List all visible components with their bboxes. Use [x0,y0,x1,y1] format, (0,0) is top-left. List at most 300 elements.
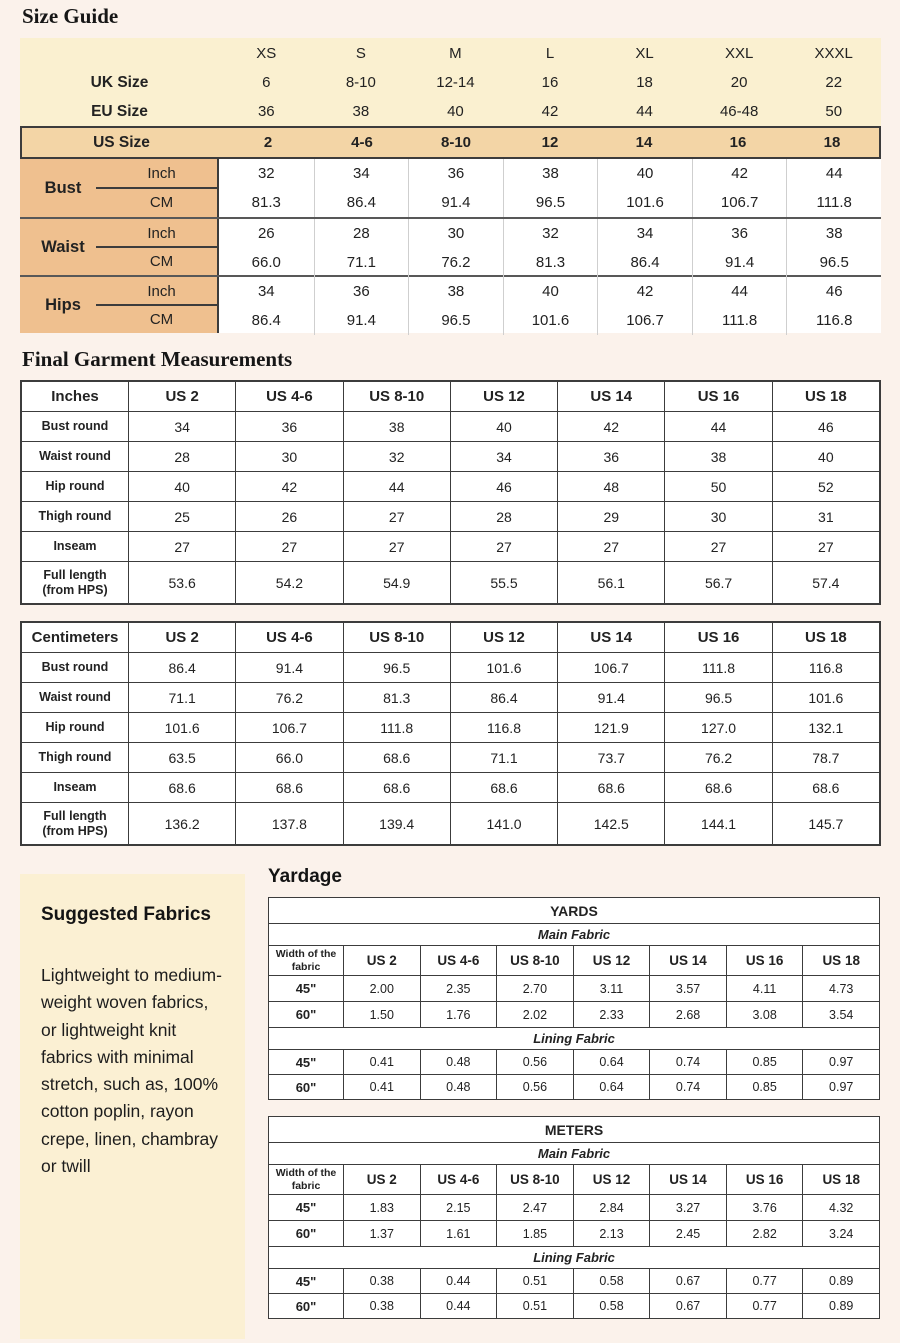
size-labels-cells [219,38,881,68]
column-header: US 14 [557,623,664,652]
eu-size-cell: 38 [352,103,370,120]
table-cell: 1.50 [343,1002,420,1027]
cm-value-cell: 116.8 [815,312,853,329]
inch-value-cell: 32 [257,165,275,182]
measurement-column [503,219,598,277]
meters-table [268,1116,880,1319]
table-cell: 1.37 [343,1221,420,1246]
table-row [22,561,879,603]
row-label: Bust round [41,419,109,433]
table-cell: 68.6 [128,773,235,802]
table-row [269,1001,879,1027]
table-cell: 0.41 [343,1050,420,1074]
table-cell: 25 [128,502,235,531]
measurement-column [786,219,881,277]
column-header: US 16 [726,1165,803,1194]
measurement-group-row [20,275,881,333]
cm-value-cell: 111.8 [721,312,758,329]
size-label-cell: XXXL [814,44,853,62]
measurement-column [503,277,598,335]
inch-value-cell: 26 [257,225,275,242]
row-label: Bust round [41,660,109,674]
us-size-cell: 16 [729,134,747,151]
table-cell: 66.0 [235,743,342,772]
group-label-block [20,219,219,275]
measurement-column [692,219,787,277]
table-cell: 73.7 [557,743,664,772]
table-cell: 106.7 [557,653,664,682]
row-label: Inseam [53,780,97,794]
table-row [22,531,879,561]
cm-value-cell: 81.3 [251,194,281,211]
table-header-row [269,1164,879,1194]
measurement-column [219,159,314,217]
table-cell: 36 [235,412,342,441]
lining-fabric-subtitle: Lining Fabric [269,1027,879,1049]
table-cell: 0.58 [573,1269,650,1293]
table-cell: 0.64 [573,1075,650,1099]
size-labels-row [20,38,881,68]
table-header-row [22,623,879,652]
eu-size-cell: 36 [257,103,275,120]
table-cell: 50 [664,472,771,501]
row-label: Waist round [39,690,111,704]
table-cell: 96.5 [664,683,771,712]
table-cell: 78.7 [772,743,879,772]
table-cell: 116.8 [450,713,557,742]
table-row [269,1195,879,1220]
lining-fabric-rows [269,1049,879,1099]
measurement-column [597,159,692,217]
table-row [22,742,879,772]
table-body [22,411,879,603]
table-cell: 91.4 [235,653,342,682]
table-row [22,652,879,682]
table-cell: 68.6 [557,773,664,802]
column-header: US 18 [802,946,879,975]
cm-value-cell: 91.4 [725,254,755,271]
table-cell: 0.89 [802,1269,879,1293]
table-cell: 0.38 [343,1294,420,1318]
fabric-width-header: Width of the fabric [275,947,337,973]
measurement-column [314,219,409,277]
final-garment-title: Final Garment Measurements [22,347,293,371]
table-cell: 3.27 [649,1195,726,1220]
yards-table-title: YARDS [550,902,598,919]
column-header: US 12 [450,382,557,411]
table-cell: 132.1 [772,713,879,742]
row-label: Thigh round [38,509,112,523]
table-cell: 0.44 [420,1269,497,1293]
table-cell: 27 [557,532,664,561]
measurement-group-row [20,159,881,217]
table-cell: 81.3 [343,683,450,712]
column-header: US 2 [343,1165,420,1194]
table-cell: 63.5 [128,743,235,772]
bottom-section [0,866,900,1339]
cm-value-cell: 86.4 [251,312,281,329]
table-cell: 42 [235,472,342,501]
table-cell: 68.6 [235,773,342,802]
table-cell: 0.74 [649,1075,726,1099]
table-row [22,501,879,531]
table-cell: 96.5 [343,653,450,682]
eu-size-cell: 46-48 [719,103,759,120]
us-size-cell: 12 [541,134,559,151]
suggested-fabrics-title: Suggested Fabrics [41,904,211,925]
column-header: US 2 [128,623,235,652]
row-label: 60" [295,1298,317,1314]
table-row [22,411,879,441]
unit-label: Inch [147,165,176,182]
table-cell: 101.6 [128,713,235,742]
measurement-values [219,219,881,275]
us-size-cell: 14 [635,134,653,151]
table-cell: 40 [128,472,235,501]
table-cell: 0.97 [802,1050,879,1074]
table-cell: 121.9 [557,713,664,742]
us-size-cells [221,128,879,157]
row-label: US Size [93,133,150,151]
table-cell: 2.35 [420,976,497,1001]
uk-size-cell: 12-14 [436,74,475,91]
cm-value-cell: 91.4 [346,312,376,329]
table-cell: 2.00 [343,976,420,1001]
table-cell: 0.64 [573,1050,650,1074]
size-guide-title: Size Guide [22,4,119,28]
table-cell: 28 [450,502,557,531]
row-label: Inseam [53,539,97,553]
uk-size-cell: 8-10 [345,74,376,91]
table-cell: 29 [557,502,664,531]
row-label: Hip round [45,720,105,734]
table-cell: 31 [772,502,879,531]
table-cell: 0.77 [726,1269,803,1293]
column-header: US 18 [772,623,879,652]
table-cell: 56.1 [557,562,664,603]
inch-value-cell: 44 [825,165,843,182]
table-cell: 3.54 [802,1002,879,1027]
group-label: Waist [41,237,85,256]
table-cell: 101.6 [450,653,557,682]
inch-value-cell: 38 [447,283,465,300]
column-header: US 4-6 [420,1165,497,1194]
cm-value-cell: 106.7 [720,194,759,211]
table-cell: 1.61 [420,1221,497,1246]
measurement-column [314,277,409,335]
yards-table [268,897,880,1100]
table-row [269,1074,879,1099]
inch-value-cell: 32 [542,225,559,242]
table-cell: 27 [450,532,557,561]
cm-value-cell: 76.2 [441,254,471,271]
unit-header: Centimeters [31,629,119,646]
measurement-column [786,277,881,335]
table-cell: 46 [450,472,557,501]
table-cell: 30 [235,442,342,471]
table-cell: 40 [450,412,557,441]
table-cell: 144.1 [664,803,771,844]
group-label-block [20,277,219,333]
table-cell: 0.74 [649,1050,726,1074]
measurement-values [219,277,881,333]
measurement-column [503,159,598,217]
table-cell: 111.8 [664,653,771,682]
suggested-fabrics-text: Lightweight to medium-weight woven fabrics, or lightweight knit fabrics with minimal stretch, such as, 100% cotton poplin, rayon crepe, linen, chambray or twill [41,965,222,1177]
table-cell: 0.48 [420,1050,497,1074]
table-cell: 2.33 [573,1002,650,1027]
measurement-group-row [20,217,881,275]
table-cell: 68.6 [772,773,879,802]
table-cell: 68.6 [664,773,771,802]
uk-size-cell: 18 [636,74,653,91]
main-fabric-rows [269,1194,879,1246]
measurement-column [314,159,409,217]
table-cell: 76.2 [235,683,342,712]
table-cell: 106.7 [235,713,342,742]
body-measurements [20,159,881,333]
row-label: Thigh round [38,750,112,764]
table-cell: 2.84 [573,1195,650,1220]
yardage-section [268,866,880,1339]
table-cell: 2.47 [496,1195,573,1220]
table-cell: 54.9 [343,562,450,603]
us-size-cell: 2 [263,134,273,151]
unit-label: CM [149,310,174,328]
table-cell: 2.82 [726,1221,803,1246]
cm-value-cell: 91.4 [441,194,471,211]
inch-value-cell: 36 [731,225,748,242]
table-cell: 0.85 [726,1075,803,1099]
row-label: Full length (from HPS) [42,808,108,838]
table-cell: 3.57 [649,976,726,1001]
unit-label: Inch [147,282,176,300]
measurement-column [786,159,881,217]
table-cell: 139.4 [343,803,450,844]
table-cell: 27 [343,532,450,561]
column-header: US 8-10 [343,382,450,411]
table-cell: 86.4 [450,683,557,712]
table-cell: 2.02 [496,1002,573,1027]
inch-value-cell: 36 [447,165,465,182]
row-label: UK Size [90,73,149,91]
table-cell: 86.4 [128,653,235,682]
table-cell: 0.67 [649,1294,726,1318]
table-cell: 2.68 [649,1002,726,1027]
us-size-cell: 4-6 [351,134,373,151]
garment-inches-table [20,380,881,605]
table-cell: 27 [664,532,771,561]
column-header: US 18 [802,1165,879,1194]
lining-fabric-rows [269,1268,879,1318]
table-cell: 68.6 [343,743,450,772]
measurement-column [597,277,692,335]
table-cell: 0.85 [726,1050,803,1074]
cm-value-cell: 101.6 [626,194,664,211]
table-cell: 36 [557,442,664,471]
table-cell: 116.8 [772,653,879,682]
table-cell: 0.58 [573,1294,650,1318]
table-row [22,772,879,802]
column-header: US 14 [649,946,726,975]
unit-label: Inch [147,224,176,242]
table-cell: 0.51 [496,1294,573,1318]
column-header: US 12 [573,1165,650,1194]
empty-corner-cell [20,38,219,68]
uk-size-cell: 16 [541,74,559,91]
cm-value-cell: 96.5 [535,194,566,211]
group-label: Hips [45,295,81,314]
table-cell: 1.83 [343,1195,420,1220]
column-header: US 8-10 [496,946,573,975]
cm-value-cell: 106.7 [626,312,664,329]
unit-divider-line [96,187,217,189]
inch-value-cell: 34 [353,165,370,182]
table-cell: 0.67 [649,1269,726,1293]
uk-size-cells [219,68,881,97]
table-cell: 0.51 [496,1269,573,1293]
table-header-row [269,945,879,975]
table-row [269,1269,879,1293]
table-cell: 0.44 [420,1294,497,1318]
table-cell: 32 [343,442,450,471]
table-cell: 34 [450,442,557,471]
eu-size-cell: 42 [541,103,559,120]
lining-fabric-subtitle: Lining Fabric [269,1246,879,1268]
column-header: US 8-10 [343,623,450,652]
size-label-cell: L [545,44,555,62]
unit-divider-line [96,246,217,248]
row-label: 60" [295,1079,317,1095]
row-label: 45" [295,981,317,996]
size-conversion-header [20,38,881,126]
column-header: US 14 [557,382,664,411]
column-header: US 4-6 [235,382,342,411]
table-cell: 0.48 [420,1075,497,1099]
meters-table-title: METERS [544,1121,604,1138]
cm-value-cell: 81.3 [535,254,566,271]
cm-value-cell: 101.6 [531,312,570,329]
eu-size-cell: 50 [825,103,843,120]
cm-value-cell: 96.5 [441,312,471,329]
table-cell: 111.8 [343,713,450,742]
measurement-column [408,219,503,277]
row-label: Hip round [45,479,105,493]
uk-size-cell: 22 [825,74,843,91]
cm-value-cell: 66.0 [251,254,281,271]
table-cell: 52 [772,472,879,501]
table-cell: 0.56 [496,1050,573,1074]
column-header: US 4-6 [420,946,497,975]
table-cell: 0.38 [343,1269,420,1293]
table-cell: 76.2 [664,743,771,772]
measurement-column [692,277,787,335]
inch-value-cell: 38 [542,165,559,182]
table-row [269,1220,879,1246]
inch-value-cell: 44 [731,283,748,300]
table-cell: 1.85 [496,1221,573,1246]
eu-size-cells [219,97,881,126]
size-label-cell: M [449,44,462,62]
measurement-column [219,219,314,277]
column-header: US 4-6 [235,623,342,652]
table-cell: 57.4 [772,562,879,603]
size-label-cell: XXL [724,44,754,62]
table-body [22,652,879,844]
column-header: US 2 [128,382,235,411]
table-cell: 44 [664,412,771,441]
table-cell: 56.7 [664,562,771,603]
table-header-row [22,382,879,411]
measurement-column [219,277,314,335]
unit-label: CM [149,194,174,211]
cm-value-cell: 86.4 [630,254,660,271]
column-header: US 16 [664,623,771,652]
uk-size-cell: 20 [730,74,748,91]
row-label: Waist round [39,449,111,463]
table-cell: 27 [235,532,342,561]
main-fabric-subtitle: Main Fabric [269,1142,879,1164]
inch-value-cell: 36 [353,283,370,300]
size-guide-table [20,38,881,333]
unit-label: CM [149,252,174,270]
table-cell: 27 [343,502,450,531]
cm-value-cell: 111.8 [816,194,852,211]
table-cell: 137.8 [235,803,342,844]
table-cell: 136.2 [128,803,235,844]
cm-value-cell: 86.4 [346,194,376,211]
table-cell: 4.32 [802,1195,879,1220]
garment-centimeters-table [20,621,881,846]
table-row [269,976,879,1001]
eu-size-cell: 44 [636,103,653,120]
table-cell: 38 [664,442,771,471]
inch-value-cell: 28 [353,225,370,242]
inch-value-cell: 42 [731,165,748,182]
inch-value-cell: 40 [636,165,654,182]
table-cell: 3.24 [802,1221,879,1246]
table-cell: 55.5 [450,562,557,603]
us-size-cell: 18 [823,134,841,151]
table-cell: 68.6 [343,773,450,802]
column-header: US 16 [664,382,771,411]
table-row [269,1050,879,1074]
table-row [22,682,879,712]
row-label: Full length (from HPS) [42,567,108,597]
table-row [22,802,879,844]
group-label-block [20,159,219,217]
table-cell: 101.6 [772,683,879,712]
row-label: EU Size [91,102,148,120]
table-cell: 68.6 [450,773,557,802]
table-cell: 142.5 [557,803,664,844]
table-cell: 4.73 [802,976,879,1001]
us-size-cell: 8-10 [440,134,472,151]
group-label: Bust [44,178,82,197]
row-label: 45" [295,1273,317,1289]
table-cell: 54.2 [235,562,342,603]
table-cell: 2.45 [649,1221,726,1246]
suggested-fabrics-panel [20,874,245,1339]
table-cell: 2.13 [573,1221,650,1246]
table-cell: 48 [557,472,664,501]
column-header: US 2 [343,946,420,975]
inch-value-cell: 38 [825,225,843,242]
table-cell: 3.08 [726,1002,803,1027]
table-cell: 0.89 [802,1294,879,1318]
measurement-column [408,277,503,335]
table-cell: 71.1 [128,683,235,712]
